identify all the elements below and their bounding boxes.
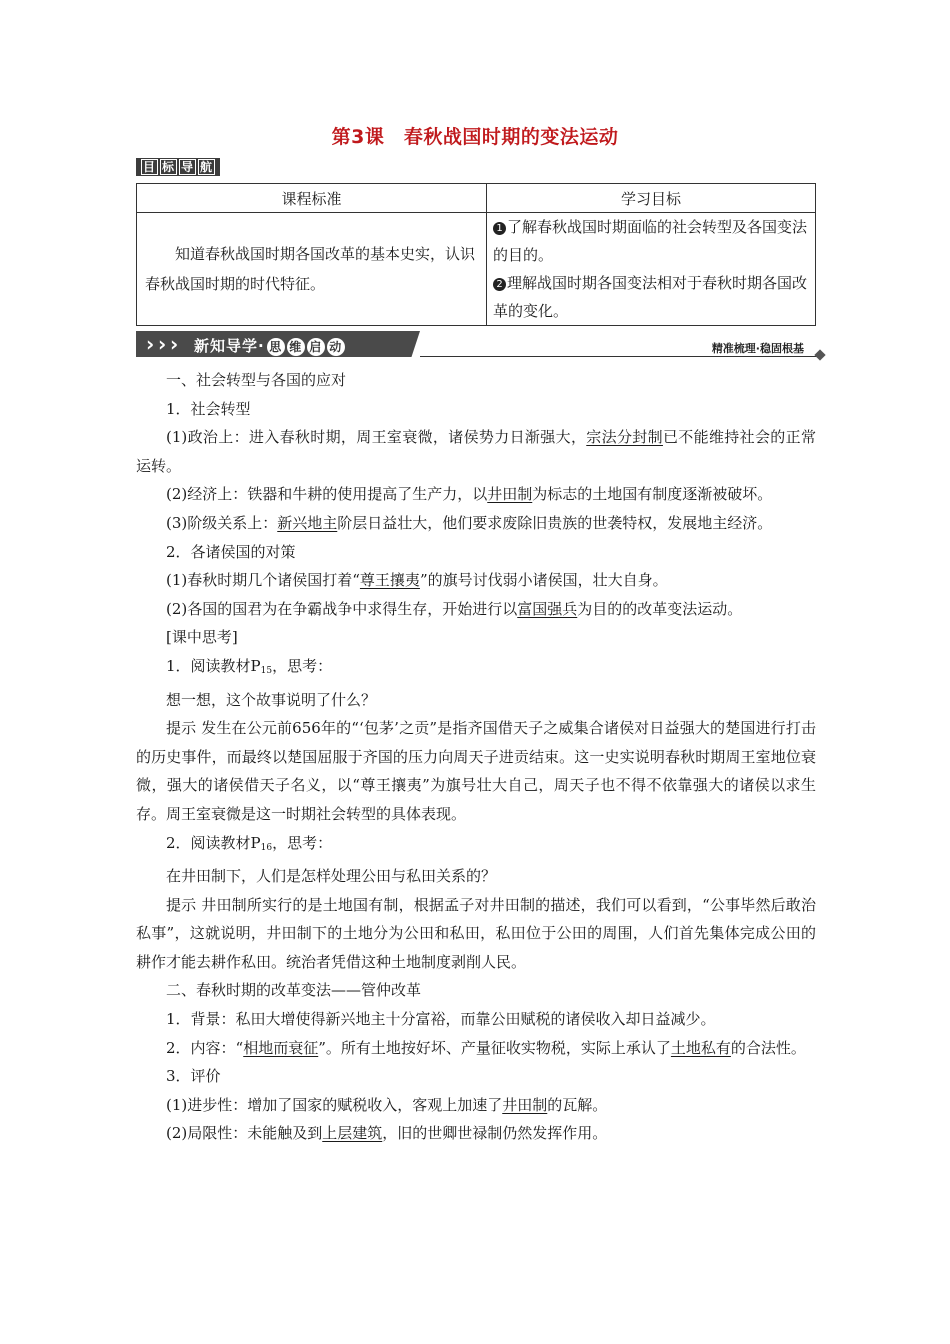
banner-char: 启: [307, 338, 325, 356]
paragraph: [136, 1034, 816, 1063]
chevron-right-icon: ›: [146, 332, 155, 356]
answer-hint: 提示 井田制所实行的是土地国有制，根据孟子对井田制的描述，我们可以看到，“公事毕然后敢治私事”，这就说明，井田制下的土地分为公田和私田，私田位于公田的周围，人们首先集体完成公田的耕作才能去耕作私田。统治者凭借这种土地制度剥削人民。: [136, 895, 816, 971]
banner-char: 动: [327, 338, 345, 356]
paragraph: [136, 509, 816, 538]
number-circle-icon: 1: [493, 222, 506, 235]
text: (3)阶级关系上：: [166, 513, 278, 532]
text: (1)进步性：增加了国家的赋税收入，客观上加速了: [166, 1095, 503, 1114]
key-term: 井田制: [487, 485, 533, 504]
page-subscript: 15: [260, 665, 273, 676]
objective-2-text: 理解战国时期各国变法相对于春秋时期各国改革的变化。: [493, 274, 808, 320]
question-heading: [136, 829, 816, 863]
header-objectives: 学习目标: [487, 184, 816, 213]
text: 的瓦解。: [547, 1095, 608, 1114]
text: (2)局限性：未能触及到: [166, 1124, 323, 1143]
paragraph: 1．背景：私田大增使得新兴地主十分富裕，而靠公田赋税的诸侯收入却日益减少。: [166, 1010, 716, 1029]
key-term: 尊王攘夷: [359, 571, 420, 590]
key-term: 宗法分封制: [586, 428, 663, 447]
question: 在井田制下，人们是怎样处理公田与私田关系的？: [166, 867, 497, 886]
text: ”的旗号讨伐弱小诸侯国，壮大自身。: [419, 571, 668, 590]
text: 2．内容：“: [166, 1038, 244, 1057]
text: 2．阅读教材P: [166, 833, 261, 852]
key-term: 富国强兵: [517, 599, 578, 618]
text: 1．阅读教材P: [166, 656, 261, 675]
text: (2)经济上：铁器和牛耕的使用提高了生产力，以: [166, 485, 488, 504]
banner-rule: [420, 356, 820, 357]
text: ，思考：: [272, 656, 333, 675]
page-subscript: 16: [260, 842, 273, 853]
objective-1: [493, 213, 809, 269]
text: 的合法性。: [730, 1038, 806, 1057]
think-heading: [课中思考]: [166, 628, 238, 647]
standard-cell: 知道春秋战国时期各国改革的基本史实，认识春秋战国时期的时代特征。: [137, 213, 487, 326]
text: ，思考：: [272, 833, 333, 852]
banner-char: 思: [267, 338, 285, 356]
subsection-heading: 3．评价: [166, 1067, 221, 1086]
key-term: 土地私有: [670, 1038, 731, 1057]
objectives-cell: [487, 213, 816, 326]
paragraph: [136, 1119, 816, 1148]
banner-title: [194, 335, 345, 356]
section-heading: 二、春秋时期的改革变法——管仲改革: [166, 981, 422, 1000]
text: 阶层日益壮大，他们要求废除旧贵族的世袭特权，发展地主经济。: [337, 513, 773, 532]
text: 为目的的改革变法运动。: [577, 599, 743, 618]
paragraph: [136, 566, 816, 595]
text: (1)政治上：进入春秋时期，周王室衰微，诸侯势力日渐强大，: [166, 428, 587, 447]
banner-char: 维: [287, 338, 305, 356]
tag-char: 航: [200, 160, 214, 174]
paragraph: [136, 595, 816, 624]
lesson-content: [136, 366, 816, 1148]
answer-hint: 提示 发生在公元前656年的“‘包茅’之贡”是指齐国借天子之威集合诸侯对日益强大的楚国进行打击的历史事件，而最终以楚国屈服于齐国的压力向周天子进贡结束。这一史实说明春秋时期周王室地位衰微，强大的诸侯借天子名义，以“尊王攘夷”为旗号壮大自己，周天子也不得不依靠强大的诸侯以求生存。周王室衰微是这一时期社会转型的具体表现。: [136, 719, 816, 823]
key-term: 上层建筑: [322, 1124, 383, 1143]
subsection-heading: 1．社会转型: [166, 399, 251, 418]
key-term: 相地而衰征: [243, 1038, 319, 1057]
target-nav-tag: [136, 158, 220, 176]
question-heading: [136, 652, 816, 686]
text: ”。所有土地按好坏、产量征收实物税，实际上承认了: [318, 1038, 671, 1057]
page-title: 第3课 春秋战国时期的变法运动: [331, 126, 619, 148]
diamond-icon: [814, 349, 825, 360]
key-term: 新兴地主: [277, 513, 338, 532]
header-standard: 课程标准: [137, 184, 487, 213]
question: 想一想，这个故事说明了什么？: [166, 690, 377, 709]
text: (1)春秋时期几个诸侯国打着“: [166, 571, 360, 590]
text: 已不能维持社会的正常运转。: [136, 428, 816, 475]
objective-1-text: 了解春秋战国时期面临的社会转型及各国变法的目的。: [493, 218, 808, 264]
goals-table: [136, 183, 816, 326]
section-banner: [136, 331, 826, 359]
subsection-heading: 2．各诸侯国的对策: [166, 542, 296, 561]
text: 为标志的土地国有制度逐渐被破坏。: [532, 485, 773, 504]
chevron-right-icon: ›: [170, 332, 179, 356]
banner-subtitle: 精准梳理·稳固根基: [711, 342, 804, 355]
banner-circle-chars: [265, 337, 345, 355]
banner-main: 新知导学·: [194, 337, 265, 355]
number-circle-icon: 2: [493, 278, 506, 291]
tag-char: 目: [142, 160, 156, 174]
text: (2)各国的国君为在争霸战争中求得生存，开始进行以: [166, 599, 518, 618]
paragraph: [136, 1091, 816, 1120]
section-heading: 一、社会转型与各国的应对: [166, 371, 347, 389]
tag-char: 导: [181, 160, 195, 174]
tag-char: 标: [161, 160, 175, 174]
objective-2: [493, 269, 809, 325]
chevron-right-icon: ›: [158, 332, 167, 356]
text: ，旧的世卿世禄制仍然发挥作用。: [382, 1124, 608, 1143]
key-term: 井田制: [502, 1095, 548, 1114]
paragraph: [136, 423, 816, 480]
paragraph: [136, 480, 816, 509]
